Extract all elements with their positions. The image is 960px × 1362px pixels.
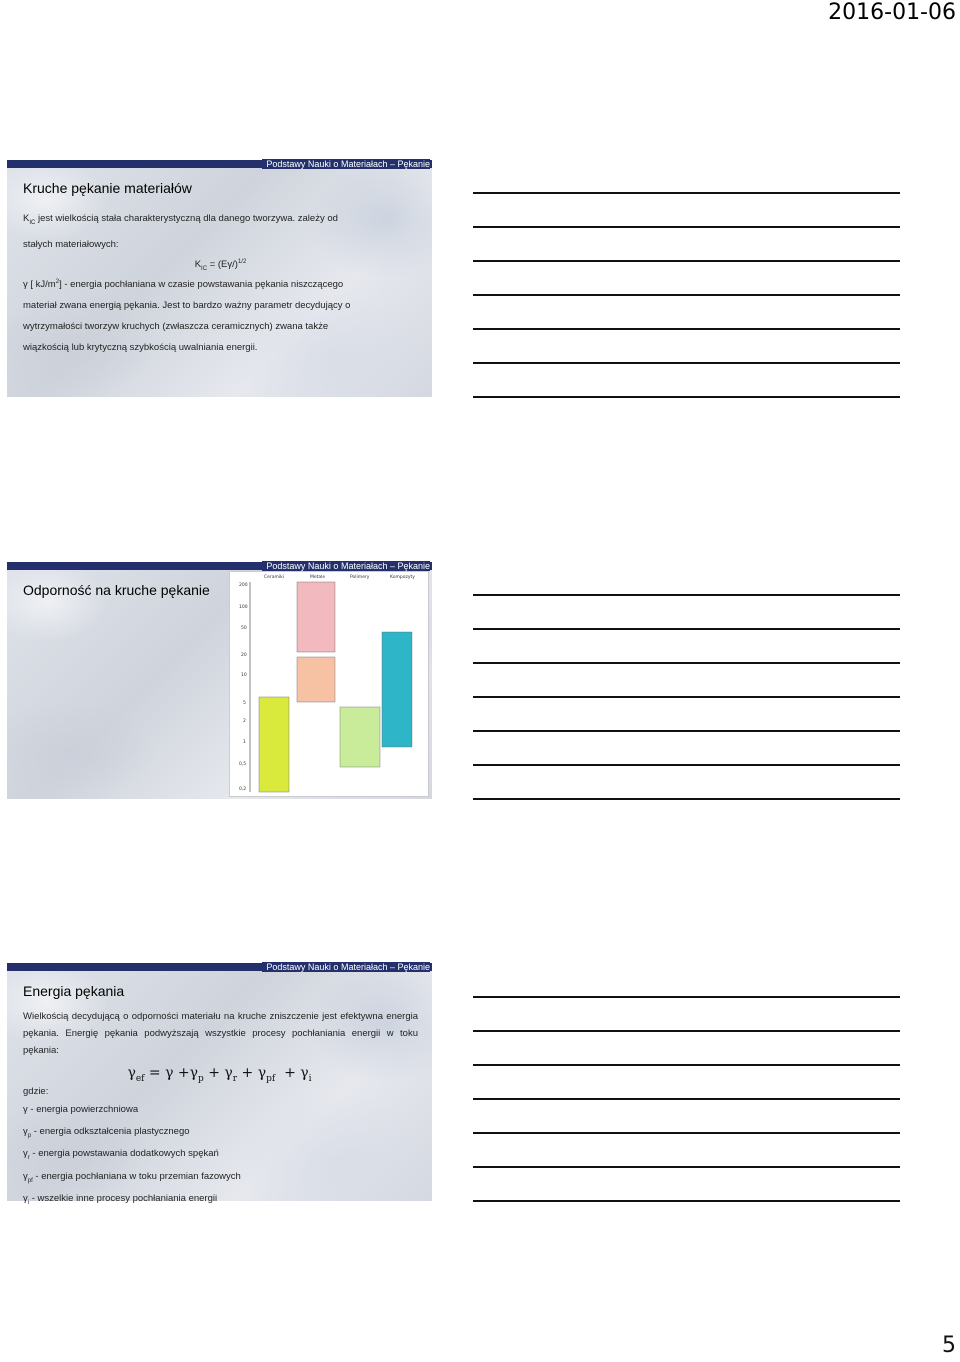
- glossary-item: $\gamma_{pf}$ - energia pochłaniana w toku przemian fazowych: [23, 1170, 241, 1184]
- slide-header: Podstawy Nauki o Materiałach – Pękanie: [262, 962, 430, 972]
- chart-col-metale: Metale: [310, 575, 326, 580]
- chart-col-polimery: Polimery: [350, 575, 370, 580]
- chart-tick: 20: [241, 653, 247, 658]
- gdzie-label: gdzie:: [23, 1086, 49, 1097]
- glossary-item: $\gamma_r$ - energia powstawania dodatkowych spękań: [23, 1148, 219, 1162]
- glossary-item: $\gamma_p$ - energia odkształcenia plastycznego: [23, 1125, 190, 1139]
- chart-col-kompozyty: Kompozyty: [390, 575, 415, 580]
- notes-lines-2: [473, 594, 900, 832]
- slide3-glossary: [23, 1083, 241, 1212]
- chart-tick: 100: [239, 605, 248, 610]
- chart-tick: 0,5: [239, 762, 247, 767]
- slide-odpornosc: [7, 562, 432, 799]
- notes-lines-1: [473, 192, 900, 430]
- slide-header: Podstawy Nauki o Materiałach – Pękanie: [262, 159, 430, 169]
- chart-tick: 10: [241, 673, 247, 678]
- chart-tick: 50: [241, 626, 247, 631]
- slide3-paragraph: Wielkością decydującą o odporności materiału na kruche zniszczenie jest efektywna energia pękania. Energię pękania podwyższają wszystkie procesy pochłaniania energii w toku pękania:: [23, 1011, 418, 1056]
- date-header: 2016-01-06: [828, 0, 956, 25]
- chart-tick: 200: [239, 583, 248, 588]
- page-number: 5: [942, 1333, 956, 1358]
- slide1-formula: $K_{IC} = (E\gamma/)^{1/2}$: [194, 259, 247, 273]
- slide1-paragraph-2: γ [ $kJ/m^2$] - energia pochłaniana w czasie powstawania pękania niszczącego materiał zwana energią pękania. Jest to bardzo ważny parametr decydujący o wytrzymałości tworzyw kruchych (zwłaszcza ceramicznych) zwana także wiązkością lub krytyczną szybkością uwalniania energii.: [23, 279, 351, 354]
- glossary-item: γ - energia powierzchniowa: [23, 1103, 139, 1115]
- slide3-formula: $\gamma_{ef} = \gamma +\gamma_p + \gamma_r + \gamma_{pf} + \gamma_i$: [127, 1065, 312, 1084]
- slide-title: Energia pękania: [23, 983, 125, 999]
- slide-kruche-pekanie: [7, 160, 432, 397]
- slide-energia-pekania: [7, 962, 432, 1206]
- chart-tick: 5: [243, 701, 246, 706]
- glossary-item: $\gamma_i$ - wszelkie inne procesy pochłaniania energii: [23, 1193, 218, 1206]
- slide-header: Podstawy Nauki o Materiałach – Pękanie: [262, 561, 430, 571]
- slide-title: Odporność na kruche pękanie: [23, 582, 210, 598]
- chart-col-ceramiki: Ceramiki: [264, 575, 285, 580]
- chart-tick: 1: [243, 740, 246, 745]
- chart-tick: 0,2: [239, 787, 247, 792]
- chart-tick: 2: [243, 719, 246, 724]
- slide-title: Kruche pękanie materiałów: [23, 180, 192, 196]
- fracture-toughness-chart-image: [229, 571, 429, 797]
- slide1-paragraph-1: $K_{IC}$ jest wielkością stała charakterystyczną dla danego tworzywa. zależy od stałych materiałowych:: [23, 213, 338, 250]
- notes-lines-3: [473, 996, 900, 1234]
